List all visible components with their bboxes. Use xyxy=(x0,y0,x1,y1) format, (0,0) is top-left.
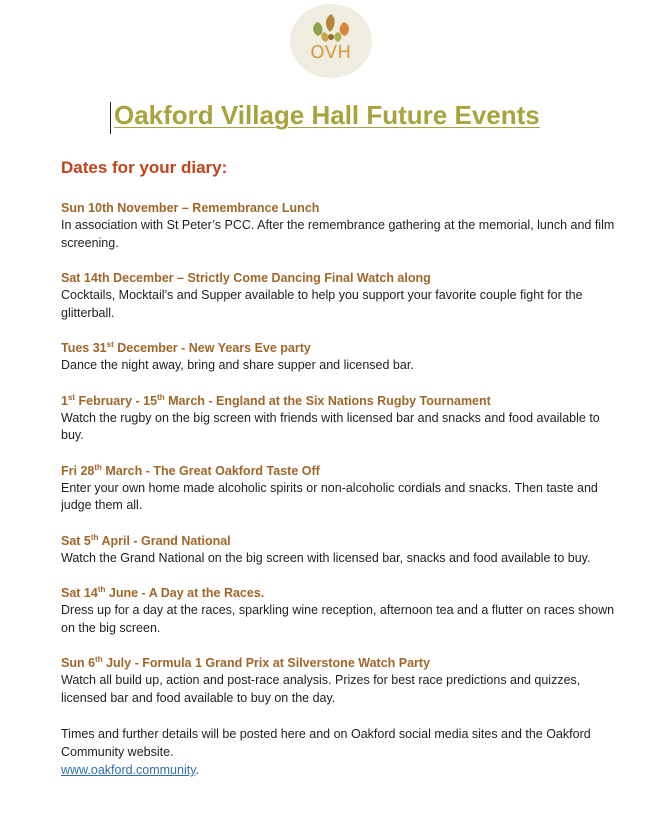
heading-text: Sat 5 xyxy=(61,533,91,548)
heading-text: February - 15 xyxy=(75,393,158,408)
ordinal-suffix: st xyxy=(106,339,114,349)
footer-text: Times and further details will be posted here and on Oakford social media sites and the Oakford Community website. xyxy=(61,727,591,759)
heading-text: Tues 31 xyxy=(61,341,107,355)
ordinal-suffix: th xyxy=(90,532,99,542)
heading-text: March - The Great Oakford Taste Off xyxy=(101,463,320,478)
heading-text: Sat 14 xyxy=(61,586,98,600)
event-heading xyxy=(61,655,621,672)
diary-subtitle: Dates for your diary: xyxy=(61,158,228,177)
text-cursor xyxy=(110,102,111,134)
event-item xyxy=(61,655,621,707)
oak-leaves-icon xyxy=(290,4,372,78)
ordinal-suffix: th xyxy=(95,654,103,664)
heading-text: April - Grand National xyxy=(98,533,231,548)
event-item xyxy=(61,463,621,515)
ovh-logo xyxy=(290,4,372,78)
event-description: Enter your own home made alcoholic spirits or non-alcoholic cordials and snacks. Then taste and judge them all. xyxy=(61,480,598,512)
event-heading xyxy=(61,585,621,602)
event-heading: Sun 10th November – Remembrance Lunch xyxy=(61,201,320,215)
events-list xyxy=(61,200,621,779)
ordinal-suffix: th xyxy=(157,392,165,402)
ordinal-suffix: st xyxy=(67,392,76,402)
ordinal-suffix: th xyxy=(97,584,106,594)
heading-text: March - England at the Six Nations Rugby Tournament xyxy=(164,393,491,408)
footer-note xyxy=(61,725,621,779)
footer-punctuation: . xyxy=(195,763,200,777)
event-heading xyxy=(61,340,621,357)
event-item xyxy=(61,270,621,322)
heading-text: December - New Years Eve party xyxy=(113,341,311,355)
event-description: Dress up for a day at the races, sparkling wine reception, afternoon tea and a flutter on races shown on the big screen. xyxy=(61,603,615,635)
event-item xyxy=(61,200,621,252)
event-description: Cocktails, Mocktail’s and Supper available to help you support your favorite couple fight for the glitterball. xyxy=(61,288,583,320)
event-heading: Sat 14th December – Strictly Come Dancing Final Watch along xyxy=(61,271,431,285)
event-description: In association with St Peter’s PCC. After the remembrance gathering at the memorial, lunch and film screening. xyxy=(61,218,615,250)
event-heading xyxy=(61,463,621,480)
heading-text: Sun 6 xyxy=(61,656,96,670)
heading-text: July - Formula 1 Grand Prix at Silverstone Watch Party xyxy=(102,656,431,670)
ordinal-suffix: th xyxy=(94,462,102,472)
heading-text: 1 xyxy=(61,393,68,408)
event-item xyxy=(61,533,621,568)
event-item xyxy=(61,340,621,375)
event-item xyxy=(61,393,621,445)
heading-text: June - A Day at the Races. xyxy=(105,586,265,600)
event-heading xyxy=(61,393,621,410)
event-description: Watch the rugby on the big screen with friends with licensed bar and snacks and food available to buy. xyxy=(61,410,600,442)
page-title: Oakford Village Hall Future Events xyxy=(114,100,540,130)
heading-text: Fri 28 xyxy=(61,463,95,478)
community-website-link[interactable]: www.oakford.community xyxy=(61,763,196,777)
event-heading xyxy=(61,533,621,550)
logo-text: OVH xyxy=(310,42,352,63)
event-item xyxy=(61,585,621,637)
event-description: Watch all build up, action and post-race analysis. Prizes for best race predictions and quizzes, licensed bar and food available to buy on the day. xyxy=(61,673,581,705)
event-description: Watch the Grand National on the big screen with licensed bar, snacks and food available to buy. xyxy=(61,550,591,565)
event-description: Dance the night away, bring and share supper and licensed bar. xyxy=(61,358,414,372)
